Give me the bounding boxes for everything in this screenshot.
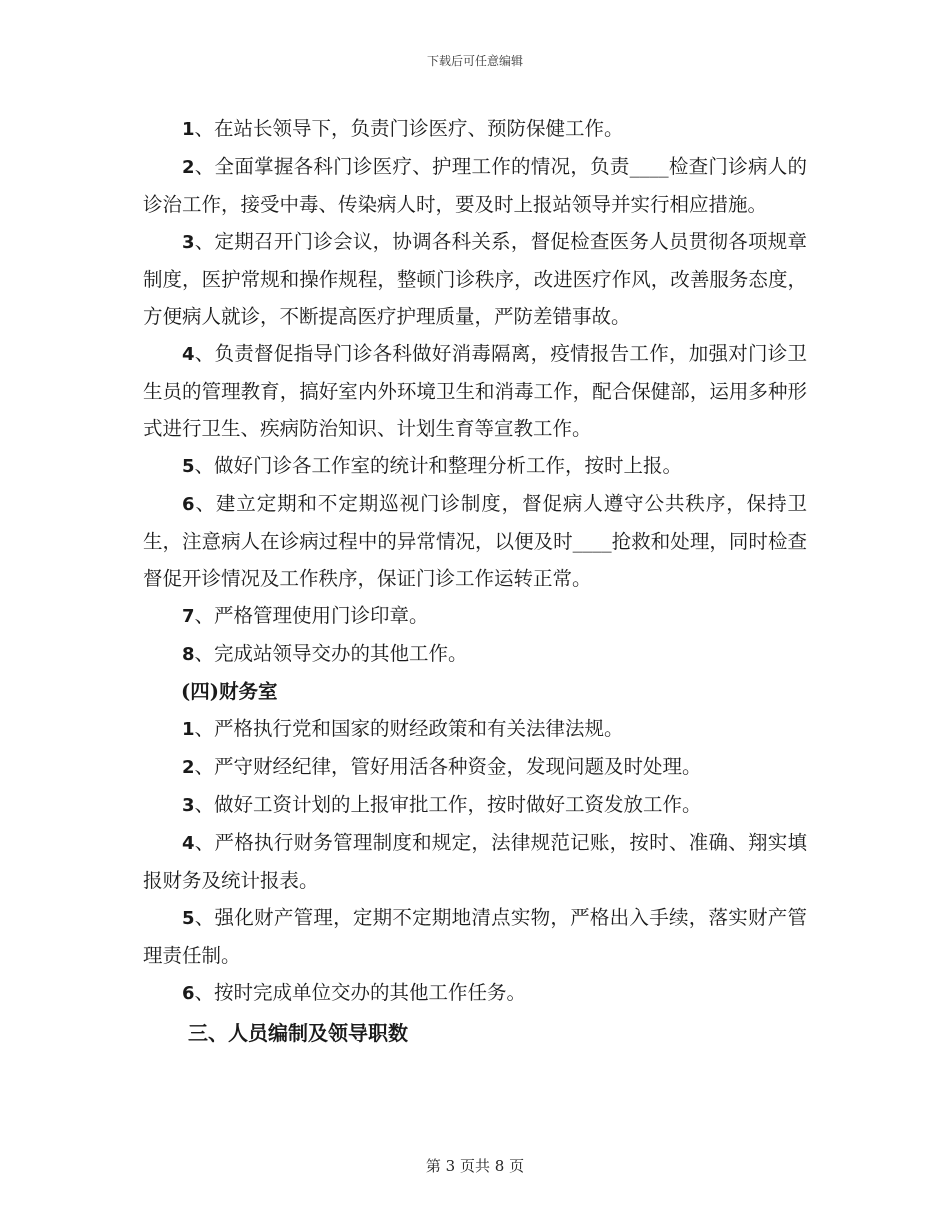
item-text: 、严守财经纪律，管好用活各种资金，发现问题及时处理。 bbox=[194, 755, 702, 778]
clinic-item-2 bbox=[143, 148, 807, 223]
finance-heading: (四)财务室 bbox=[181, 680, 278, 703]
item-text: 、严格执行党和国家的财经政策和有关法律法规。 bbox=[194, 717, 624, 740]
item-number: 4 bbox=[182, 344, 195, 365]
clinic-item-7 bbox=[143, 597, 807, 635]
item-number: 2 bbox=[182, 157, 195, 178]
finance-item-4 bbox=[143, 824, 807, 899]
section-heading: 三、人员编制及领导职数 bbox=[188, 1021, 408, 1045]
item-number: 5 bbox=[182, 908, 195, 929]
item-number: 1 bbox=[182, 719, 195, 740]
item-text: 、严格执行财务管理制度和规定，法律规范记账，按时、准确、翔实填报财务及统计报表。 bbox=[143, 831, 807, 892]
item-text: 、负责督促指导门诊各科做好消毒隔离，疫情报告工作，加强对门诊卫生员的管理教育，搞好室内外环境卫生和消毒工作，配合保健部，运用多种形式进行卫生、疾病防治知识、计划生育等宣教工作。 bbox=[143, 342, 807, 440]
clinic-item-3 bbox=[143, 223, 807, 335]
finance-item-2 bbox=[143, 748, 807, 786]
item-text: 、严格管理使用门诊印章。 bbox=[194, 604, 429, 627]
item-text: 、强化财产管理，定期不定期地清点实物，严格出入手续，落实财产管理责任制。 bbox=[143, 906, 807, 967]
item-number: 6 bbox=[182, 494, 195, 515]
item-text: 、完成站领导交办的其他工作。 bbox=[194, 642, 468, 665]
finance-item-3 bbox=[143, 786, 807, 824]
item-text: 、全面掌握各科门诊医疗、护理工作的情况，负责____检查门诊病人的诊治工作，接受中毒、传染病人时，要及时上报站领导并实行相应措施。 bbox=[143, 155, 807, 216]
finance-item-1 bbox=[143, 710, 807, 748]
clinic-item-4 bbox=[143, 335, 807, 447]
item-number: 2 bbox=[182, 757, 195, 778]
finance-item-6 bbox=[143, 974, 807, 1012]
page-header: 下载后可任意编辑 bbox=[426, 54, 523, 68]
item-number: 4 bbox=[182, 833, 195, 854]
item-number: 7 bbox=[182, 606, 195, 627]
item-text: 、做好门诊各工作室的统计和整理分析工作，按时上报。 bbox=[194, 454, 683, 477]
document-body bbox=[143, 110, 807, 1052]
item-text: 、定期召开门诊会议，协调各科关系，督促检查医务人员贯彻各项规章制度，医护常规和操作规程，整顿门诊秩序，改进医疗作风，改善服务态度，方便病人就诊，不断提高医疗护理质量，严防差错事故。 bbox=[143, 230, 807, 328]
item-number: 8 bbox=[182, 644, 195, 665]
clinic-item-8 bbox=[143, 635, 807, 673]
item-number: 6 bbox=[182, 983, 195, 1004]
clinic-item-5 bbox=[143, 447, 807, 485]
page-footer: 第 3 页共 8 页 bbox=[425, 1157, 525, 1175]
item-number: 3 bbox=[182, 232, 195, 253]
finance-item-5 bbox=[143, 899, 807, 974]
clinic-item-1 bbox=[143, 110, 807, 148]
item-text: 、按时完成单位交办的其他工作任务。 bbox=[194, 981, 527, 1004]
item-number: 5 bbox=[182, 456, 195, 477]
item-text: 、做好工资计划的上报审批工作，按时做好工资发放工作。 bbox=[194, 793, 702, 816]
item-text: 、建立定期和不定期巡视门诊制度，督促病人遵守公共秩序，保持卫生，注意病人在诊病过程中的异常情况，以便及时____抢救和处理，同时检查督促开诊情况及工作秩序，保证门诊工作运转正常。 bbox=[143, 492, 807, 590]
clinic-item-6 bbox=[143, 485, 807, 597]
item-number: 3 bbox=[182, 795, 195, 816]
item-text: 、在站长领导下，负责门诊医疗、预防保健工作。 bbox=[194, 117, 624, 140]
item-number: 1 bbox=[182, 119, 195, 140]
